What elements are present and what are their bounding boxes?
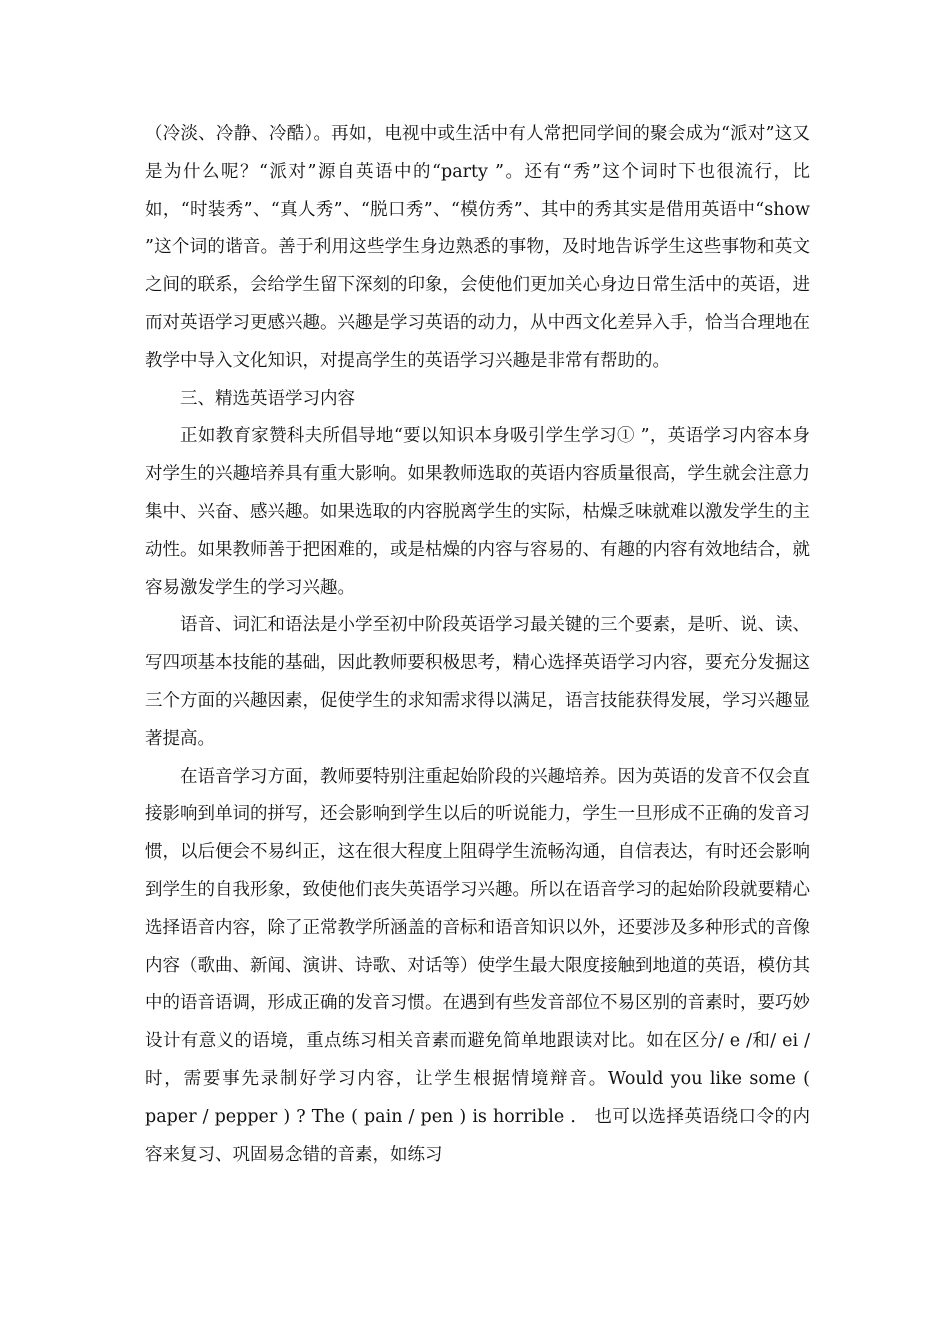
section-heading: 三、精选英语学习内容 [180, 388, 355, 409]
document-body [145, 116, 810, 1174]
paragraph: 正如教育家赞科夫所倡导地“要以知识本身吸引学生学习① ”，英语学习内容本身对学生的兴趣培养具有重大影响。如果教师选取的英语内容质量很高，学生就会注意力集中、兴奋、感兴趣。如果选取的内容脱离学生的实际，枯燥乏味就难以激发学生的主动性。如果教师善于把困难的，或是枯燥的内容与容易的、有趣的内容有效地结合，就容易激发学生的学习兴趣。 [145, 426, 810, 598]
paragraph: 语音、词汇和语法是小学至初中阶段英语学习最关键的三个要素，是听、说、读、写四项基本技能的基础，因此教师要积极思考，精心选择英语学习内容，要充分发掘这三个方面的兴趣因素，促使学生的求知需求得以满足，语言技能获得发展，学习兴趣显著提高。 [145, 615, 810, 749]
paragraph: 在语音学习方面，教师要特别注重起始阶段的兴趣培养。因为英语的发音不仅会直接影响到单词的拼写，还会影响到学生以后的听说能力，学生一旦形成不正确的发音习惯，以后便会不易纠正，这在很大程度上阻碍学生流畅沟通，自信表达，有时还会影响到学生的自我形象，致使他们丧失英语学习兴趣。所以在语音学习的起始阶段就要精心选择语音内容，除了正常教学所涵盖的音标和语音知识以外，还要涉及多种形式的音像内容（歌曲、新闻、演讲、诗歌、对话等）使学生最大限度接触到地道的英语，模仿其中的语音语调，形成正确的发音习惯。在遇到有些发音部位不易区别的音素时，要巧妙设计有意义的语境，重点练习相关音素而避免简单地跟读对比。如在区分/ e /和/ ei /时，需要事先录制好学习内容，让学生根据情境辩音。Would you like some ( paper / pepper ) ? The ( pain / pen ) is horrible ． 也可以选择英语绕口令的内容来复习、巩固易念错的音素，如练习 [145, 766, 810, 1165]
paragraph-continued: （冷淡、冷静、冷酷）。再如，电视中或生活中有人常把同学间的聚会成为“派对”这又是为什么呢？“派对”源自英语中的“party ”。还有“秀”这个词时下也很流行，比如，“时装秀”、“真人秀”、“脱口秀”、“模仿秀”、其中的秀其实是借用英语中“show ”这个词的谐音。善于利用这些学生身边熟悉的事物，及时地告诉学生这些事物和英文之间的联系，会给学生留下深刻的印象，会使他们更加关心身边日常生活中的英语，进而对英语学习更感兴趣。兴趣是学习英语的动力，从中西文化差异入手，恰当合理地在教学中导入文化知识，对提高学生的英语学习兴趣是非常有帮助的。 [145, 124, 810, 371]
